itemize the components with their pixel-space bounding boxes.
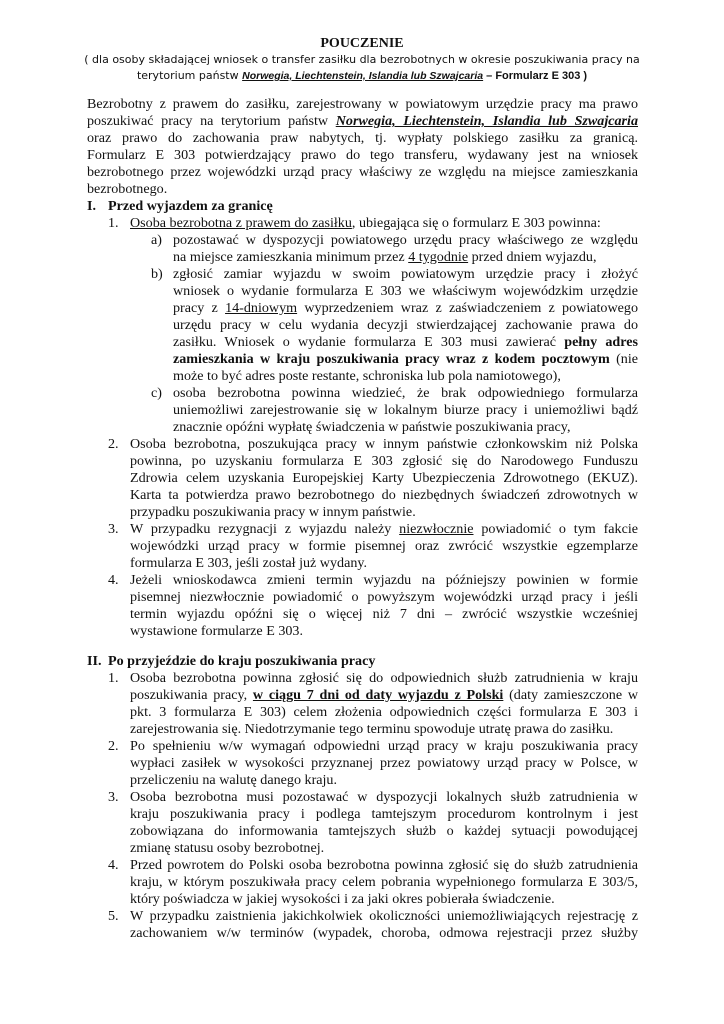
s1-item-1c: osoba bezrobotna powinna wiedzieć, że brak odpowiedniego formularza uniemożliwi zarejestrowanie się w lokalnym biurze pracy i uniemożliwi bądź znacznie opóźni wypłatę świadczenia w państwie poszukiwania pracy,: [173, 385, 638, 435]
s2-item-5-number: 5.: [108, 908, 119, 924]
s1-item-1b: zgłosić zamiar wyjazdu w swoim powiatowym urzędzie pracy i złożyć wniosek o wydanie formularza E 303 we właściwym wojewódzkim urzędzie pracy z 14-dniowym wyprzedzeniem wraz z zaświadczeniem z powiatowego urzędu pracy w celu wydania decyzji stwierdzającej zachowanie prawa do zasiłku. Wniosek o wydanie formularza E 303 musi zawierać pełny adres zamieszkania w kraju poszukiwania pracy wraz z kodem pocztowym (nie może to być adres poste restante, schroniska lub pola namiotowego),: [173, 266, 638, 384]
s1-item-4: Jeżeli wnioskodawca zmieni termin wyjazdu na późniejszy powinien w formie pisemnej niezwłocznie powiadomić o powyższym wojewódzki urząd pracy i jeśli termin wyjazdu opóźni się o więcej niż 7 dni – zwrócić wszystkie wcześniej wystawione formularze E 303.: [130, 572, 638, 639]
subtitle-form-name: – Formularz E 303 ): [483, 70, 588, 82]
deadline-text: w ciągu 7 dni od daty wyjazdu z Polski: [252, 687, 504, 703]
page-subtitle: [60, 52, 664, 84]
s2-item-3-number: 3.: [108, 789, 119, 805]
intro-countries: Norwegia, Liechtenstein, Islandia lub Szwajcaria: [335, 113, 639, 129]
s1-item-3-number: 3.: [108, 521, 119, 537]
s2-item-2-number: 2.: [108, 738, 119, 754]
s2-item-1: Osoba bezrobotna powinna zgłosić się do odpowiednich służb zatrudnienia w kraju poszukiwania pracy, w ciągu 7 dni od daty wyjazdu z Polski (daty zamieszczone w pkt. 3 formularza E 303) celem złożenia odpowiednich części formularza E 303 i zarejestrowania się. Niedotrzymanie tego terminu spowoduje utratę prawa do zasiłku.: [130, 670, 639, 737]
subtitle-line-1: ( dla osoby składającej wniosek o transfer zasiłku dla bezrobotnych w okresie poszukiwania pracy na: [84, 53, 640, 66]
s1-item-1-number: 1.: [108, 215, 119, 231]
s2-item-4: Przed powrotem do Polski osoba bezrobotna powinna zgłosić się do służb zatrudnienia kraju, w którym poszukiwała pracy celem pobrania wypełnionego formularza E 303/5, który poświadcza w jakiej wysokości i za jaki okres pobierała świadczenie.: [130, 857, 638, 907]
subtitle-line-2: terytorium państw Norwegia, Liechtenstein, Islandia lub Szwajcaria – Formularz E 303 ): [136, 69, 588, 82]
s2-item-2: Po spełnieniu w/w wymagań odpowiedni urząd pracy w kraju poszukiwania pracy wypłaci zasiłek w wysokości przyznanej przez powiatowy urząd pracy w Polsce, w przeliczeniu na walutę danego kraju.: [130, 738, 638, 788]
s1-item-1a-number: a): [151, 232, 162, 248]
s1-item-4-number: 4.: [108, 572, 119, 588]
s1-item-3: W przypadku rezygnacji z wyjazdu należy niezwłocznie powiadomić o tym fakcie wojewódzki urząd pracy w formie pisemnej oraz zwrócić wszystkie egzemplarze formularza E 303, jeśli został już wydany.: [130, 521, 638, 571]
section-2-number: II.: [87, 653, 102, 669]
section-1-number: I.: [87, 198, 97, 214]
section-1-heading: Przed wyjazdem za granicę: [108, 198, 273, 214]
s1-item-1b-number: b): [151, 266, 163, 282]
page-title: POUCZENIE: [320, 36, 404, 51]
s1-item-1a: pozostawać w dyspozycji powiatowego urzędu pracy właściwego ze względu na miejsce zamieszkania minimum przez 4 tygodnie przed dniem wyjazdu,: [173, 232, 638, 265]
subtitle-countries: Norwegia, Liechtenstein, Islandia lub Szwajcaria: [242, 70, 484, 82]
s1-item-1: Osoba bezrobotna z prawem do zasiłku, ubiegająca się o formularz E 303 powinna:: [130, 215, 601, 231]
s1-item-1c-number: c): [151, 385, 162, 401]
s1-item-2: Osoba bezrobotna, poszukująca pracy w innym państwie członkowskim niż Polska powinna, po uzyskaniu formularza E 303 zgłosić się do Narodowego Funduszu Zdrowia celem uzyskania Europejskiej Karty Ubezpieczenia Zdrowotnego (EKUZ). Karta ta potwierdza prawo bezrobotnego do niezbędnych świadczeń zdrowotnych w przypadku poszukiwania pracy w innym państwie.: [130, 436, 638, 520]
s2-item-5: W przypadku zaistnienia jakichkolwiek okoliczności uniemożliwiających rejestrację z zachowaniem w/w terminów (wypadek, choroba, odmowa rejestracji przez służby: [130, 908, 638, 941]
s2-item-3: Osoba bezrobotna musi pozostawać w dyspozycji lokalnych służb zatrudnienia w kraju poszukiwania pracy i podlega tamtejszym procedurom kontrolnym i jest zobowiązana do informowania tamtejszych służb o każdej sytuacji powodującej zmianę statusu osoby bezrobotnej.: [130, 789, 638, 856]
intro-paragraph: Bezrobotny z prawem do zasiłku, zarejestrowany w powiatowym urzędzie pracy ma prawo poszukiwać pracy na terytorium państw Norwegia, Liechtenstein, Islandia lub Szwajcaria oraz prawo do zachowania praw nabytych, tj. wypłaty polskiego zasiłku za granicą. Formularz E 303 potwierdzający prawo do tego transferu, wydawany jest na wniosek bezrobotnego przez wojewódzki urząd pracy właściwy ze względu na miejsce zamieszkania bezrobotnego.: [87, 96, 639, 197]
s2-item-1-number: 1.: [108, 670, 119, 686]
section-2-heading: Po przyjeździe do kraju poszukiwania pracy: [108, 653, 376, 669]
s1-item-1-underlined: Osoba bezrobotna z prawem do zasiłku: [130, 215, 352, 231]
s2-item-4-number: 4.: [108, 857, 119, 873]
s1-item-2-number: 2.: [108, 436, 119, 452]
